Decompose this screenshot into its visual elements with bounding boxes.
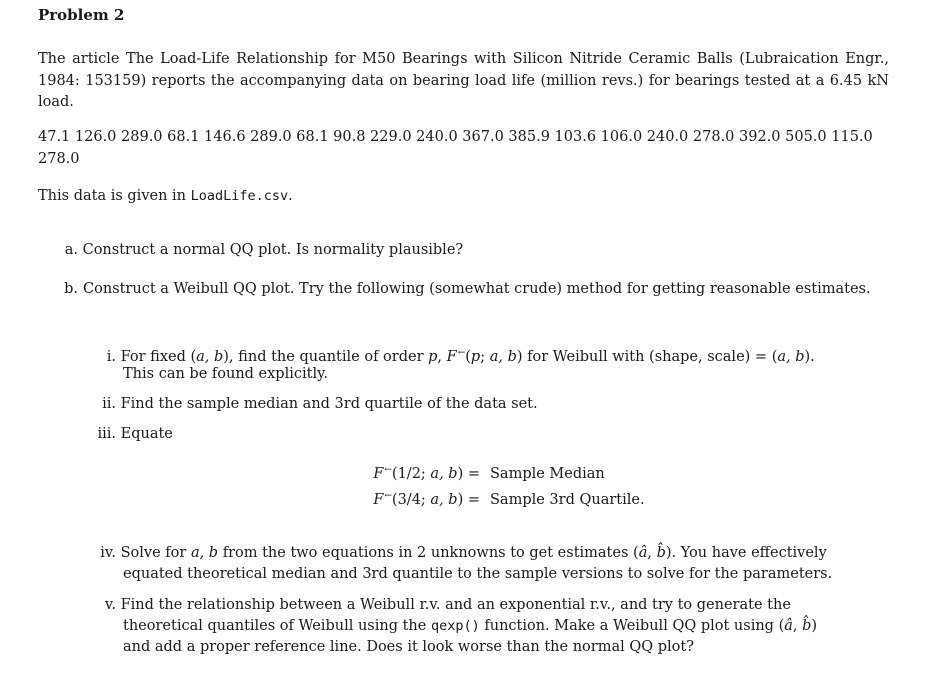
step-v-line-2: theoretical quantiles of Weibull using the qexp() function. Make a Weibull QQ plot using (â, b̂) <box>123 618 818 634</box>
step-v-marker: v. <box>104 597 116 613</box>
step-v-line-2a: theoretical quantiles of Weibull using the <box>123 618 431 634</box>
part-b <box>60 279 890 301</box>
step-iii <box>92 424 173 446</box>
data-file-name: LoadLife.csv <box>190 188 289 204</box>
data-values-line-2: 278.0 <box>38 151 80 167</box>
equation-median <box>340 465 605 482</box>
step-i-marker: i. <box>106 349 116 365</box>
step-i: i. For fixed (a, b), find the quantile of order p, F←(p; a, b) for Weibull with (shape, scale) = (a, b). <box>98 343 815 369</box>
part-b-text: Construct a Weibull QQ plot. Try the following (somewhat crude) method for getting reasonable estimates. <box>83 281 871 297</box>
step-ii <box>98 394 538 416</box>
intro-paragraph: The article The Load-Life Relationship for M50 Bearings with Silicon Nitride Ceramic Balls (Lubraication Engr., 1984: 153159) reports the accompanying data on bearing load life (million revs.) for bearings tested at a 6.45 kN load. <box>38 51 889 110</box>
equation-quartile-lhs: F←(3/4; a, b) = <box>373 491 480 508</box>
step-iv-line-2: equated theoretical median and 3rd quantile to the sample versions to solve for the parameters. <box>123 566 833 582</box>
step-iv: iv. Solve for a, b from the two equations in 2 unknowns to get estimates (â, b̂). You have effectively <box>98 543 827 565</box>
equation-quartile-rhs: Sample 3rd Quartile. <box>490 492 645 508</box>
data-values-line-1: 47.1 126.0 289.0 68.1 146.6 289.0 68.1 90.8 229.0 240.0 367.0 385.9 103.6 106.0 240.0 278.0 392.0 505.0 115.0 <box>38 129 873 145</box>
step-i-text-2: , find the quantile of order <box>228 349 429 365</box>
step-iv-marker: iv. <box>100 545 116 561</box>
step-ii-marker: ii. <box>102 396 116 412</box>
equation-quartile <box>340 491 645 508</box>
equation-median-rhs: Sample Median <box>490 466 605 482</box>
part-a <box>60 240 463 262</box>
step-i-text-3: for Weibull with (shape, scale) = <box>522 349 772 365</box>
data-source-prefix: This data is given in <box>38 188 191 204</box>
step-iv-text-1: Solve for <box>120 545 191 561</box>
qexp-function: qexp() <box>430 618 480 634</box>
part-b-marker: b. <box>64 281 78 297</box>
data-source-suffix: . <box>288 188 293 204</box>
step-iv-text-3: . You have effectively <box>671 545 827 561</box>
step-iii-marker: iii. <box>97 426 116 442</box>
step-v-line-2b: function. Make a Weibull QQ plot using <box>479 618 779 634</box>
step-i-line-2: This can be found explicitly. <box>123 366 328 382</box>
step-iv-text-2: from the two equations in 2 unknowns to get estimates <box>218 545 634 561</box>
equation-median-lhs: F←(1/2; a, b) = <box>373 465 480 482</box>
part-a-marker: a. <box>64 242 78 258</box>
step-v-line-1: Find the relationship between a Weibull r.v. and an exponential r.v., and try to generate the <box>120 597 791 613</box>
problem-title: Problem 2 <box>38 6 125 24</box>
step-v <box>98 595 791 617</box>
part-a-text: Construct a normal QQ plot. Is normality plausible? <box>82 242 464 258</box>
data-source-sentence <box>38 186 293 208</box>
step-i-text-1: For fixed <box>120 349 191 365</box>
step-iii-text: Equate <box>120 426 173 442</box>
step-v-line-3: and add a proper reference line. Does it look worse than the normal QQ plot? <box>123 639 694 655</box>
step-ii-text: Find the sample median and 3rd quartile of the data set. <box>120 396 538 412</box>
